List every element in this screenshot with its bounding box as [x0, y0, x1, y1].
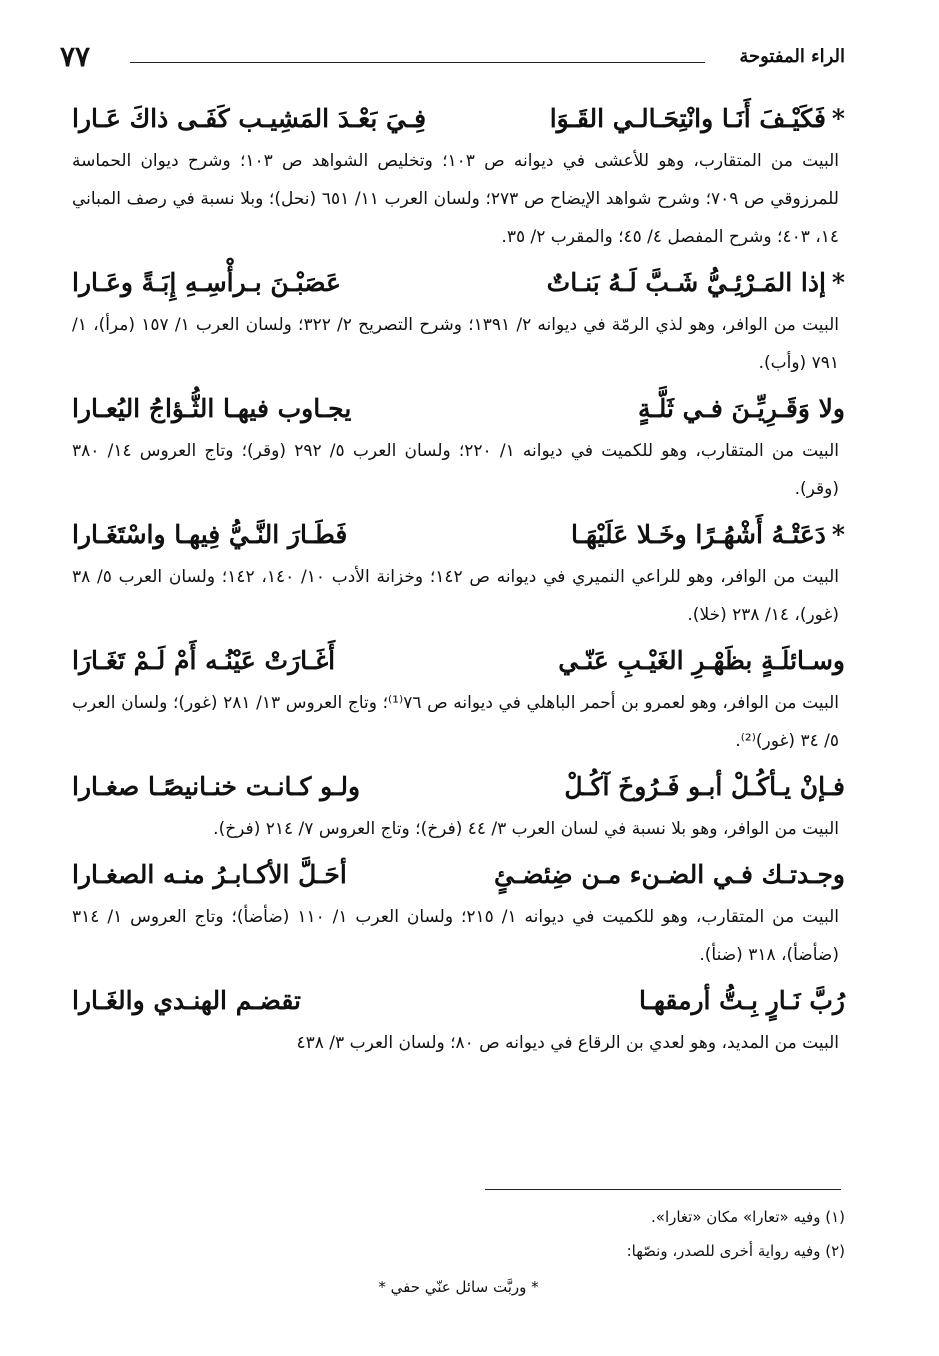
verse-line: [72, 260, 845, 306]
first-hemistich: وسـائلَـةٍ بظَهْـرِ الغَيْـبِ عَنّـي: [558, 646, 845, 675]
verse-line: [72, 978, 845, 1024]
star-marker: *: [831, 104, 845, 133]
verse-entry: [72, 638, 845, 760]
second-hemistich: أحَـلَّ الأكـابـرُ منـه الصغـارا: [72, 860, 347, 889]
verse-line: [72, 764, 845, 810]
second-hemistich: يجـاوب فيهـا الثُّـؤاجُ اليُعـارا: [72, 394, 352, 423]
page-number: ٧٧: [60, 40, 91, 73]
first-hemistich: فـإنْ يـأكُـلْ أبـو فَـرُوخَ آكُـلْ: [564, 772, 845, 801]
source-citation: البيت من المتقارب، وهو للكميت في ديوانه ١/ ٢٢٠؛ ولسان العرب ٥/ ٢٩٢ (وقر)؛ وتاج العروس ١٤/ ٣٨٠ (وقر).: [72, 441, 839, 499]
source-citation: البيت من الوافر، وهو بلا نسبة في لسان العرب ٣/ ٤٤ (فرخ)؛ وتاج العروس ٧/ ٢١٤ (فرخ).: [213, 819, 839, 839]
footnotes: [72, 1200, 845, 1304]
second-hemistich: فِـيَ بَعْـدَ المَشِيـب كَفَـى ذاكَ عَـارا: [72, 104, 427, 133]
verse-line: [72, 386, 845, 432]
verse-entries: [72, 96, 845, 1066]
page-header: [60, 40, 845, 80]
footnote-2: (٢) وفيه رواية أخرى للصدر، ونصّها:: [626, 1242, 845, 1260]
first-hemistich: *دَعَتْـهُ أَشْهُـرًا وخَـلا عَلَيْهَـا: [571, 520, 845, 549]
verse-entry: [72, 852, 845, 974]
footnote-divider: [485, 1189, 841, 1190]
source-citation: البيت من الوافر، وهو لذي الرمّة في ديوانه ٢/ ١٣٩١؛ وشرح التصريح ٢/ ٣٢٢؛ ولسان العرب ١/ ١٥٧ (مرأ)، ١/ ٧٩١ (وأب).: [72, 315, 839, 373]
first-hemistich: وجـدتـك فـي الضـنء مـن ضِئضـئٍ: [494, 860, 845, 889]
source-citation: البيت من الوافر، وهو للراعي النميري في ديوانه ص ١٤٢؛ وخزانة الأدب ١٠/ ١٤٠، ١٤٢؛ ولسان العرب ٥/ ٣٨ (غور)، ١٤/ ٢٣٨ (خلا).: [72, 567, 839, 625]
chapter-title: الراء المفتوحة: [739, 46, 845, 67]
second-hemistich: تقضـم الهنـدي والغَـارا: [72, 986, 301, 1015]
verse-entry: [72, 386, 845, 508]
second-hemistich: ولـو كـانـت خنـانيصًـا صغـارا: [72, 772, 361, 801]
source-citation: البيت من المديد، وهو لعدي بن الرقاع في ديوانه ص ٨٠؛ ولسان العرب ٣/ ٤٣٨: [296, 1033, 839, 1053]
first-hemistich: *إذا المَـرْئِـيُّ شَـبَّ لَـهُ بَنـاتٌ: [546, 268, 845, 297]
first-hemistich: *فَكَيْـفَ أَنَـا وانْتِحَـالـي القَـوَا: [549, 104, 845, 133]
second-hemistich: أَغَـارَتْ عَيْنُـه أَمْ لَـمْ تَغَـارَا: [72, 646, 336, 675]
verse-line: [72, 638, 845, 684]
footnote-quote: * وربَّت سائل عنّي حفي *: [378, 1278, 539, 1296]
first-hemistich: رُبَّ نَـارٍ بِـتُّ أرمقهـا: [638, 986, 845, 1015]
footnote-1: (١) وفيه «تعارا» مكان «تغارا».: [651, 1208, 845, 1226]
verse-entry: [72, 260, 845, 382]
verse-entry: [72, 512, 845, 634]
verse-entry: [72, 764, 845, 848]
verse-line: [72, 852, 845, 898]
verse-line: [72, 512, 845, 558]
verse-line: [72, 96, 845, 142]
source-citation: البيت من المتقارب، وهو للكميت في ديوانه ١/ ٢١٥؛ ولسان العرب ١/ ١١٠ (ضأضأ)؛ وتاج العروس ١/ ٣١٤ (ضأضأ)، ٣١٨ (ضنأ).: [72, 907, 840, 965]
verse-entry: [72, 96, 845, 256]
header-rule: [130, 62, 705, 63]
source-citation: البيت من المتقارب، وهو للأعشى في ديوانه ص ١٠٣؛ وتخليص الشواهد ص ١٠٣؛ وشرح ديوان الحماسة للمرزوقي ص ٧٠٩؛ وشرح شواهد الإيضاح ص ٢٧٣؛ ولسان العرب ١١/ ٦٥١ (نحل)؛ وبلا نسبة في رصف المباني ١٤، ٤٠٣؛ وشرح المفصل ٤/ ٤٥؛ والمقرب ٢/ ٣٥.: [72, 151, 839, 247]
star-marker: *: [831, 520, 845, 549]
second-hemistich: فَطَـارَ النَّـيُّ فِيهـا واسْتَغَـارا: [72, 520, 348, 549]
star-marker: *: [831, 268, 845, 297]
first-hemistich: ولا وَقَـرِيِّـنَ فـي ثَلَّـةٍ: [638, 394, 845, 423]
verse-entry: [72, 978, 845, 1062]
source-citation: البيت من الوافر، وهو لعمرو بن أحمر الباهلي في ديوانه ص ٧٦⁽¹⁾؛ وتاج العروس ١٣/ ٢٨١ (غور)؛ ولسان العرب ٥/ ٣٤ (غور)⁽²⁾.: [72, 693, 839, 751]
second-hemistich: عَصَبْـنَ بـرأْسِـهِ إِبَـةً وعَـارا: [72, 268, 341, 297]
